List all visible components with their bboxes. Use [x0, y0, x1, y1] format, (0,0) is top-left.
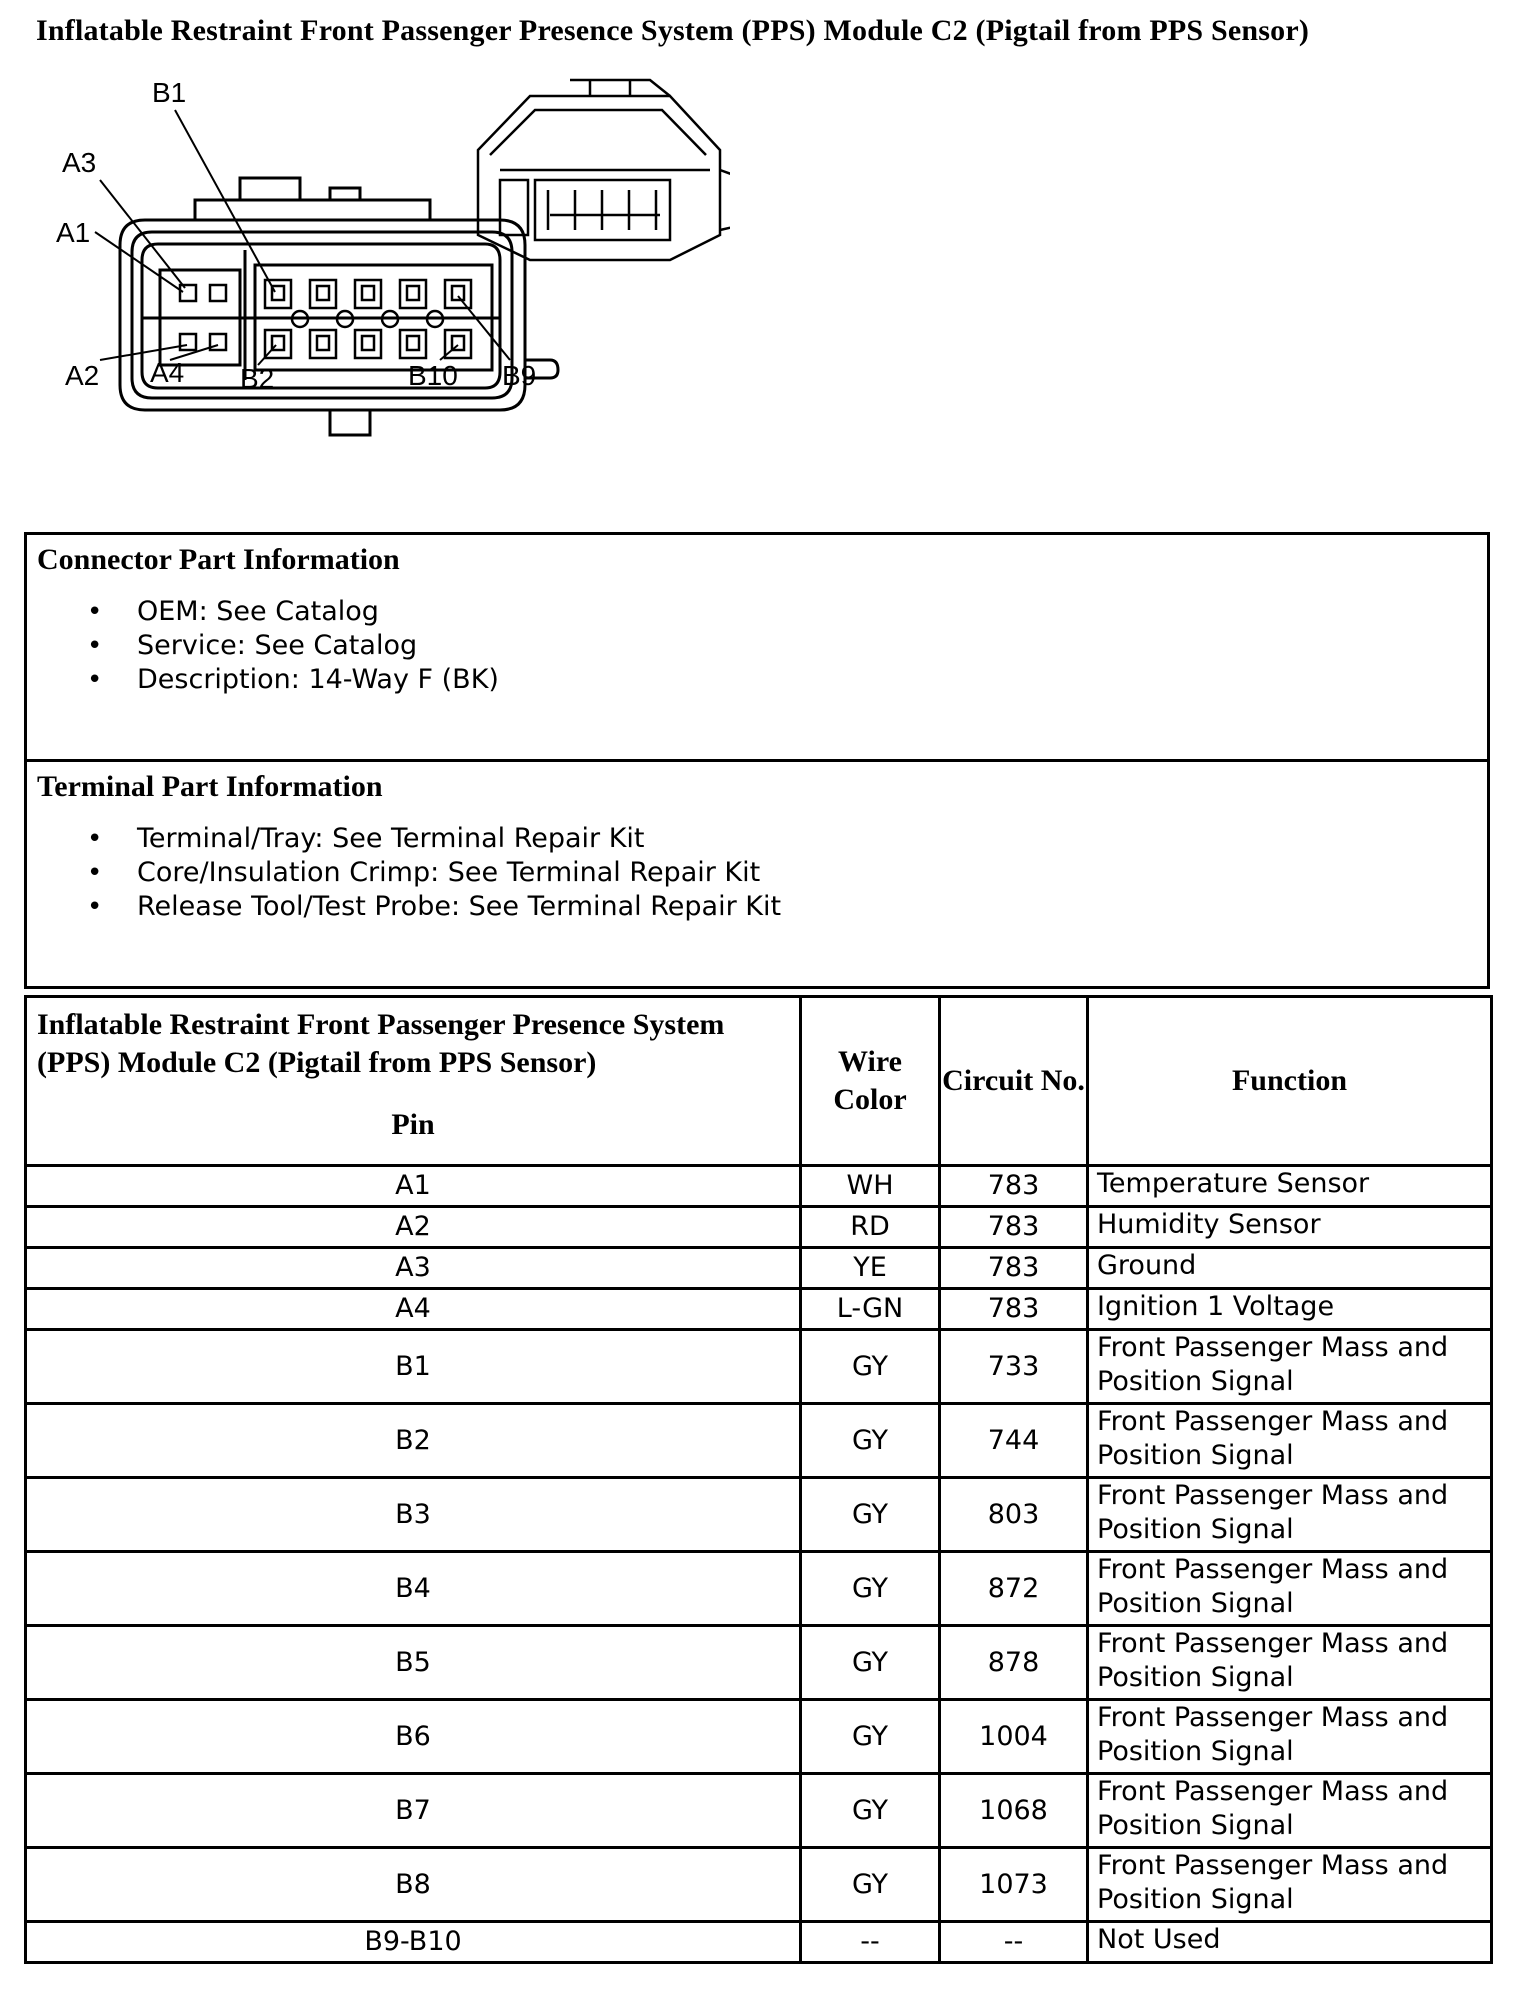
- cell-pin: B8: [26, 1848, 801, 1922]
- cell-color: WH: [801, 1166, 940, 1207]
- cell-pin: B9-B10: [26, 1922, 801, 1963]
- pin-label-a1: A1: [56, 217, 91, 248]
- cell-function: Temperature Sensor: [1088, 1166, 1492, 1207]
- cell-pin: B6: [26, 1700, 801, 1774]
- page-title: Inflatable Restraint Front Passenger Presence System (PPS) Module C2 (Pigtail from PPS Sensor): [36, 14, 1310, 47]
- cell-pin: B5: [26, 1626, 801, 1700]
- cell-color: GY: [801, 1848, 940, 1922]
- list-item: • Core/Insulation Crimp: See Terminal Repair Kit: [137, 856, 1487, 890]
- table-row: [26, 1404, 1492, 1478]
- list-item: • Description: 14-Way F (BK): [137, 663, 1487, 697]
- cell-circuit: 1073: [940, 1848, 1088, 1922]
- table-row: [26, 1626, 1492, 1700]
- connector-diagram: [30, 60, 730, 490]
- cell-circuit: 783: [940, 1207, 1088, 1248]
- connector-part-info-title: Connector Part Information: [37, 543, 400, 576]
- table-row: [26, 1330, 1492, 1404]
- cell-color: GY: [801, 1478, 940, 1552]
- terminal-part-info-list: [27, 822, 1487, 924]
- table-row: [26, 1700, 1492, 1774]
- cell-pin: A2: [26, 1207, 801, 1248]
- cell-circuit: 1004: [940, 1700, 1088, 1774]
- header-pin: [26, 997, 801, 1166]
- list-item: • OEM: See Catalog: [137, 595, 1487, 629]
- cell-pin: A4: [26, 1289, 801, 1330]
- terminal-part-info-title: Terminal Part Information: [37, 770, 383, 803]
- pin-label-a4: A4: [150, 357, 185, 388]
- table-row: [26, 1166, 1492, 1207]
- cell-color: L-GN: [801, 1289, 940, 1330]
- connector-part-info: [26, 534, 1489, 761]
- header-function: Function: [1088, 997, 1492, 1166]
- cell-pin: A1: [26, 1166, 801, 1207]
- cell-color: GY: [801, 1626, 940, 1700]
- connector-face: [120, 178, 558, 435]
- cell-circuit: 744: [940, 1404, 1088, 1478]
- cell-circuit: --: [940, 1922, 1088, 1963]
- list-item: • Service: See Catalog: [137, 629, 1487, 663]
- cell-circuit: 803: [940, 1478, 1088, 1552]
- cell-circuit: 733: [940, 1330, 1088, 1404]
- cell-pin: B2: [26, 1404, 801, 1478]
- pin-label-b9: B9: [502, 360, 537, 391]
- cell-pin: B1: [26, 1330, 801, 1404]
- table-row: [26, 1552, 1492, 1626]
- pin-label-a2: A2: [65, 360, 100, 391]
- cell-color: GY: [801, 1330, 940, 1404]
- cell-function: Front Passenger Mass and Position Signal: [1088, 1700, 1492, 1774]
- cell-function: Front Passenger Mass and Position Signal: [1088, 1330, 1492, 1404]
- list-item: • Release Tool/Test Probe: See Terminal Repair Kit: [137, 890, 1487, 924]
- header-pin-title: Inflatable Restraint Front Passenger Presence System (PPS) Module C2 (Pigtail from PPS Sensor): [37, 1008, 725, 1079]
- cell-pin: B7: [26, 1774, 801, 1848]
- cell-function: Front Passenger Mass and Position Signal: [1088, 1478, 1492, 1552]
- table-row: [26, 1848, 1492, 1922]
- header-wire-color: Wire Color: [801, 997, 940, 1166]
- cell-color: GY: [801, 1404, 940, 1478]
- table-row: [26, 1207, 1492, 1248]
- cell-color: GY: [801, 1700, 940, 1774]
- pin-label-b10: B10: [408, 360, 458, 391]
- cell-function: Front Passenger Mass and Position Signal: [1088, 1626, 1492, 1700]
- cell-circuit: 783: [940, 1289, 1088, 1330]
- cell-circuit: 783: [940, 1166, 1088, 1207]
- pinout-table: [24, 995, 1493, 1964]
- table-row: [26, 1774, 1492, 1848]
- cell-function: Ground: [1088, 1248, 1492, 1289]
- part-info-table: [24, 532, 1490, 989]
- cell-circuit: 878: [940, 1626, 1088, 1700]
- pin-label-b1: B1: [152, 77, 187, 108]
- cell-color: --: [801, 1922, 940, 1963]
- cell-color: RD: [801, 1207, 940, 1248]
- cell-function: Humidity Sensor: [1088, 1207, 1492, 1248]
- cell-function: Front Passenger Mass and Position Signal: [1088, 1774, 1492, 1848]
- cell-circuit: 872: [940, 1552, 1088, 1626]
- header-circuit: Circuit No.: [940, 997, 1088, 1166]
- cell-color: GY: [801, 1552, 940, 1626]
- connector-part-info-list: [27, 595, 1487, 697]
- pin-label-a3: A3: [62, 147, 97, 178]
- list-item: • Terminal/Tray: See Terminal Repair Kit: [137, 822, 1487, 856]
- cell-circuit: 783: [940, 1248, 1088, 1289]
- cell-pin: B4: [26, 1552, 801, 1626]
- terminal-part-info: [26, 761, 1489, 988]
- cell-function: Front Passenger Mass and Position Signal: [1088, 1848, 1492, 1922]
- table-row: [26, 1248, 1492, 1289]
- cell-function: Ignition 1 Voltage: [1088, 1289, 1492, 1330]
- cell-function: Front Passenger Mass and Position Signal: [1088, 1404, 1492, 1478]
- cell-function: Not Used: [1088, 1922, 1492, 1963]
- connector-3d-view: [478, 80, 730, 260]
- cell-circuit: 1068: [940, 1774, 1088, 1848]
- table-row: [26, 1478, 1492, 1552]
- header-pin-label: Pin: [391, 1108, 435, 1141]
- cell-function: Front Passenger Mass and Position Signal: [1088, 1552, 1492, 1626]
- cell-color: YE: [801, 1248, 940, 1289]
- cell-color: GY: [801, 1774, 940, 1848]
- table-row: [26, 1289, 1492, 1330]
- table-row: [26, 1922, 1492, 1963]
- pin-label-b2: B2: [240, 363, 275, 394]
- cell-pin: B3: [26, 1478, 801, 1552]
- cell-pin: A3: [26, 1248, 801, 1289]
